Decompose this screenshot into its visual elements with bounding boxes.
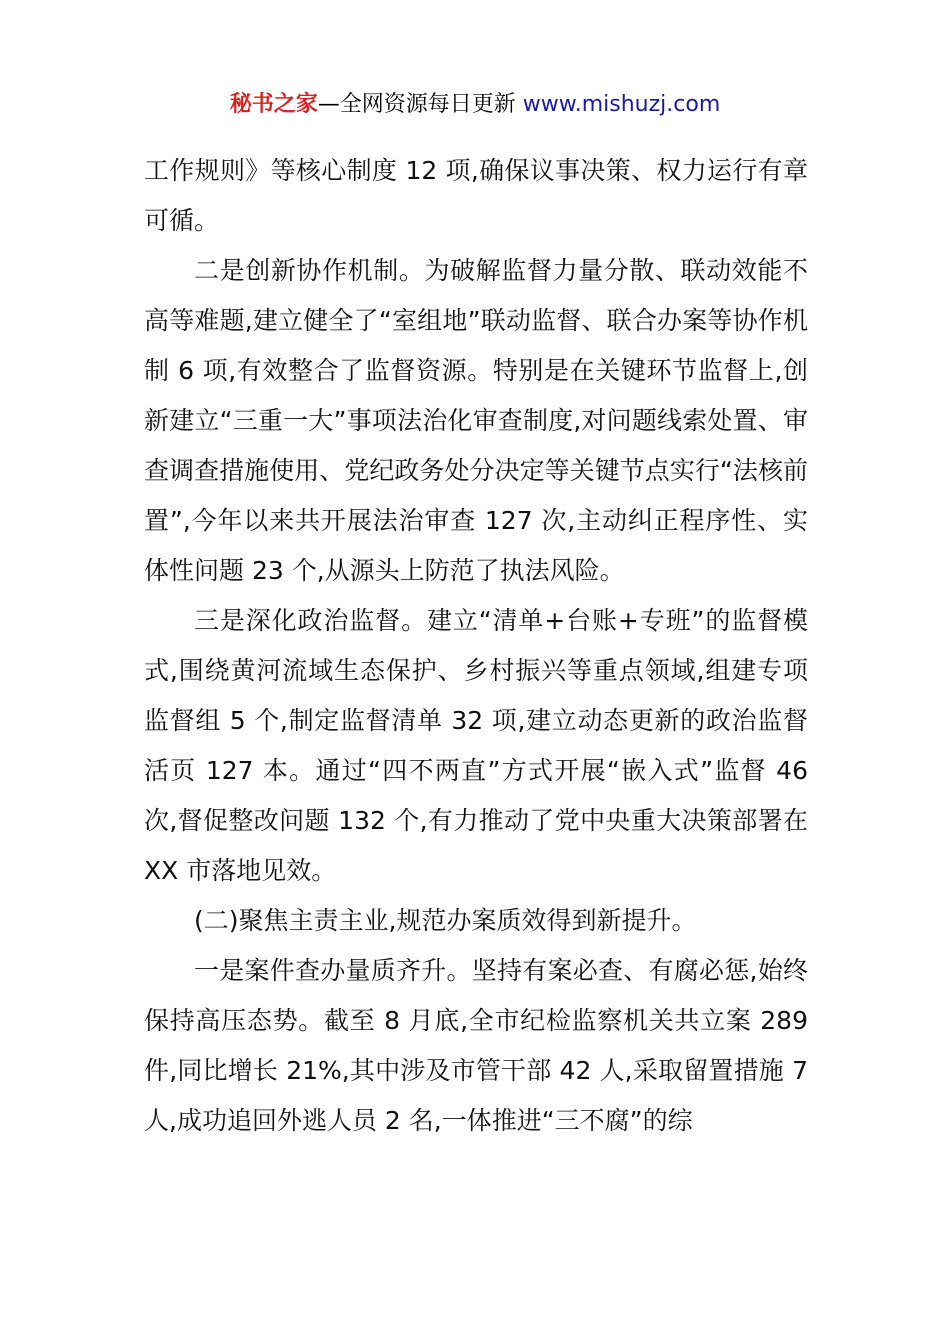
paragraph-continuation: 工作规则》等核心制度 12 项,确保议事决策、权力运行有章可循。: [144, 156, 808, 235]
section-heading-2: (二)聚焦主责主业,规范办案质效得到新提升。: [194, 906, 697, 935]
paragraph-collaboration-mechanism: 二是创新协作机制。为破解监督力量分散、联动效能不高等难题,建立健全了“室组地”联动监督、联合办案等协作机制 6 项,有效整合了监督资源。特别是在关键环节监督上,创新建立“三重一大”事项法治化审查制度,对问题线索处置、审查调查措施使用、党纪政务处分决定等关键节点实行“法核前置”,今年以来共开展法治审查 127 次,主动纠正程序性、实体性问题 23 个,从源头上防范了执法风险。: [144, 256, 808, 585]
document-body: [144, 146, 808, 1146]
site-brand: 秘书之家: [229, 92, 318, 117]
site-header: [0, 88, 950, 122]
site-slogan: —全网资源每日更新: [317, 92, 516, 117]
site-url-link[interactable]: www.mishuzj.com: [522, 92, 721, 117]
paragraph-political-supervision: 三是深化政治监督。建立“清单+台账+专班”的监督模式,围绕黄河流域生态保护、乡村振兴等重点领域,组建专项监督组 5 个,制定监督清单 32 项,建立动态更新的政治监督活页 127 本。通过“四不两直”方式开展“嵌入式”监督 46 次,督促整改问题 132 个,有力推动了党中央重大决策部署在 XX 市落地见效。: [144, 606, 808, 885]
paragraph-case-handling: 一是案件查办量质齐升。坚持有案必查、有腐必惩,始终保持高压态势。截至 8 月底,全市纪检监察机关共立案 289 件,同比增长 21%,其中涉及市管干部 42 人,采取留置措施 7 人,成功追回外逃人员 2 名,一体推进“三不腐”的综: [144, 956, 808, 1135]
